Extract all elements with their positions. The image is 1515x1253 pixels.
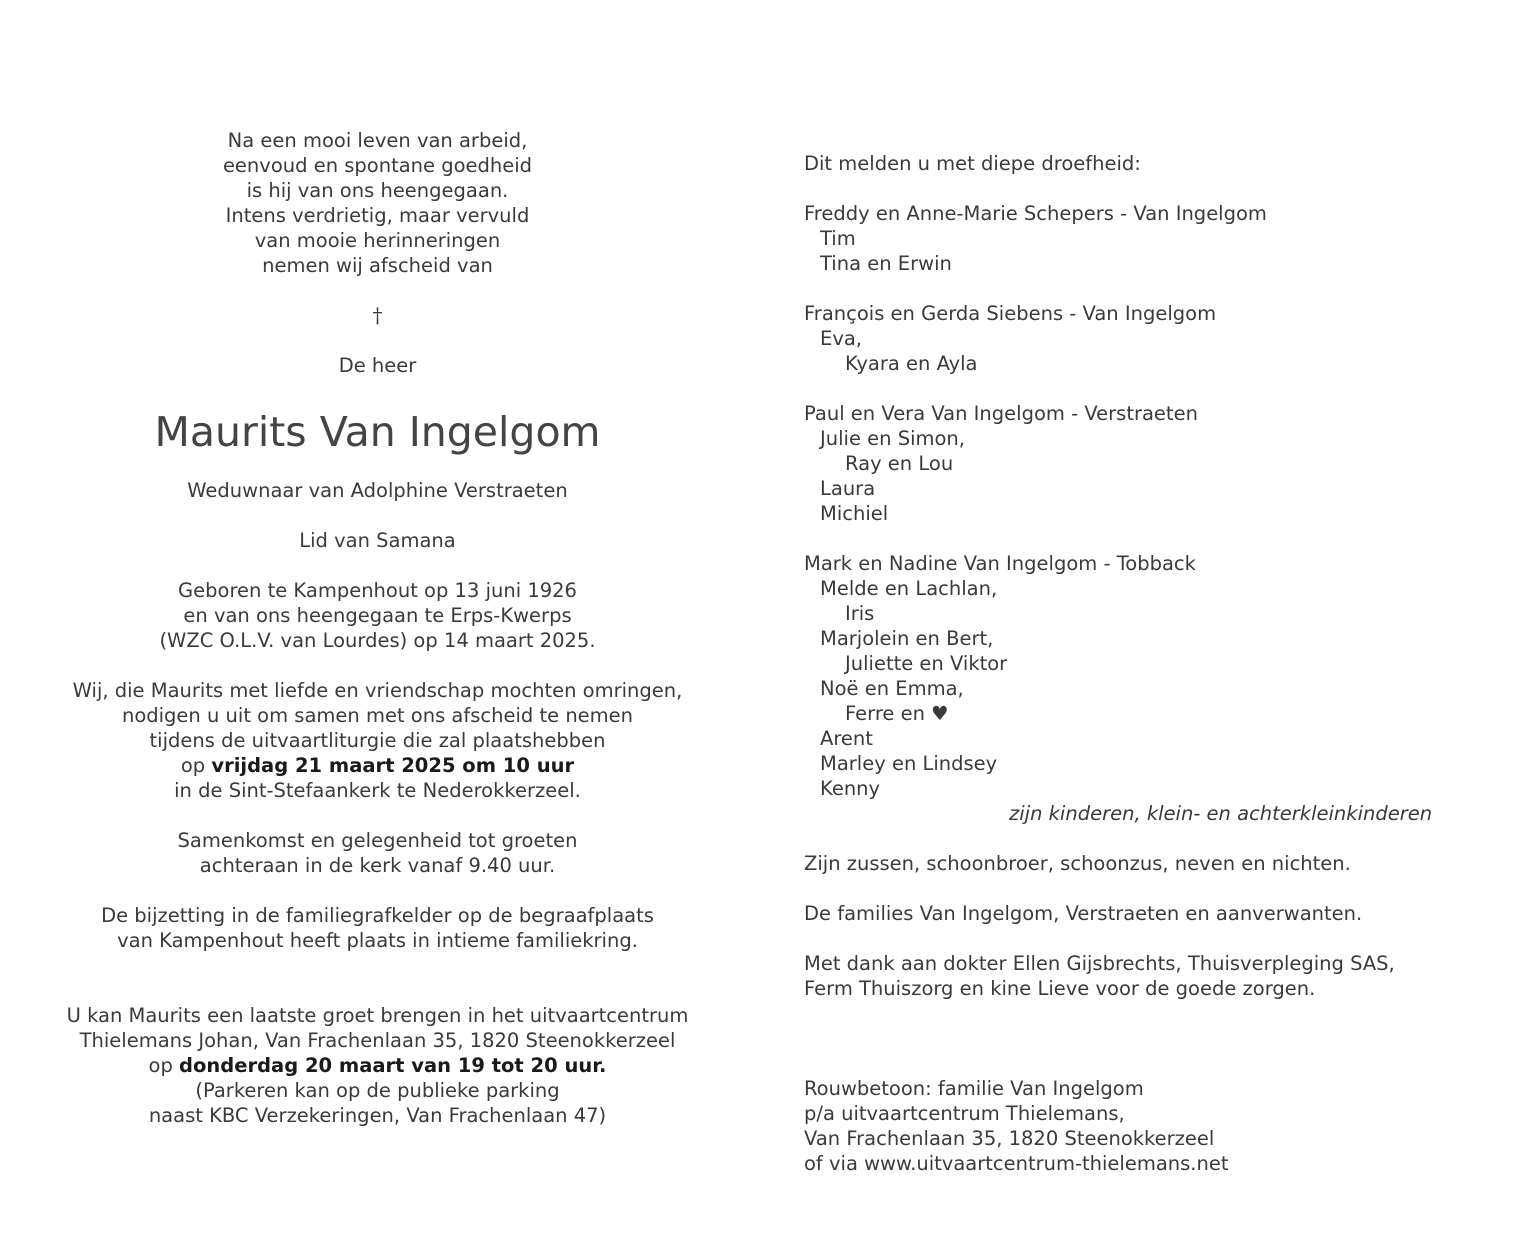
- family-member: Kenny: [820, 777, 881, 800]
- deceased-name: Maurits Van Ingelgom: [154, 408, 601, 456]
- condolence-line: p/a uitvaartcentrum Thielemans,: [804, 1102, 1125, 1125]
- parking-line: naast KBC Verzekeringen, Van Frachenlaan 47): [148, 1104, 607, 1127]
- birth-line: en van ons heengegaan te Erps-Kwerps: [183, 604, 572, 627]
- thanks-line: Met dank aan dokter Ellen Gijsbrechts, Thuisverpleging SAS,: [804, 952, 1395, 975]
- family-member: Iris: [845, 602, 875, 625]
- membership-line: Lid van Samana: [299, 529, 456, 552]
- visit-line: U kan Maurits een laatste groet brengen in het uitvaartcentrum: [66, 1004, 689, 1027]
- family-member: Kyara en Ayla: [845, 352, 978, 375]
- family-member: Marjolein en Bert,: [820, 627, 994, 650]
- families-line: De families Van Ingelgom, Verstraeten en aanverwanten.: [804, 902, 1363, 925]
- family-member: Tim: [820, 227, 856, 250]
- cross-icon: †: [372, 303, 383, 327]
- left-column: [50, 0, 705, 1253]
- condolence-line: Rouwbetoon: familie Van Ingelgom: [804, 1077, 1144, 1100]
- invitation-line: nodigen u uit om samen met ons afscheid te nemen: [121, 704, 634, 727]
- birth-line: Geboren te Kampenhout op 13 juni 1926: [178, 579, 577, 602]
- family-member: Marley en Lindsey: [820, 752, 998, 775]
- intro-line: nemen wij afscheid van: [262, 254, 493, 277]
- visit-date: donderdag 20 maart van 19 tot 20 uur.: [179, 1054, 607, 1077]
- visit-prefix: op: [148, 1054, 180, 1077]
- family-member: Michiel: [820, 502, 889, 525]
- family-member: Eva,: [820, 327, 863, 350]
- family-parents: Mark en Nadine Van Ingelgom - Tobback: [804, 552, 1196, 575]
- intro-line: Intens verdrietig, maar vervuld: [225, 204, 530, 227]
- family-member: Arent: [820, 727, 873, 750]
- family-member: Melde en Lachlan,: [820, 577, 998, 600]
- burial-line: van Kampenhout heeft plaats in intieme familiekring.: [117, 929, 638, 952]
- visit-line: Thielemans Johan, Van Frachenlaan 35, 1820 Steenokkerzeel: [79, 1029, 676, 1052]
- family-member: Julie en Simon,: [820, 427, 965, 450]
- siblings-line: Zijn zussen, schoonbroer, schoonzus, neven en nichten.: [804, 852, 1351, 875]
- invitation-line: Wij, die Maurits met liefde en vriendschap mochten omringen,: [72, 679, 683, 702]
- family-member: Juliette en Viktor: [845, 652, 1008, 675]
- honorific: De heer: [338, 354, 417, 377]
- family-parents: Freddy en Anne-Marie Schepers - Van Ingelgom: [804, 202, 1267, 225]
- thanks-line: Ferm Thuiszorg en kine Lieve voor de goede zorgen.: [804, 977, 1316, 1000]
- service-place: in de Sint-Stefaankerk te Nederokkerzeel.: [174, 779, 581, 802]
- right-column: [804, 0, 1494, 1253]
- family-member: Tina en Erwin: [820, 252, 952, 275]
- visit-date-line: [50, 1053, 705, 1078]
- service-prefix: op: [180, 754, 212, 777]
- parking-line: (Parkeren kan op de publieke parking: [195, 1079, 560, 1102]
- family-member: Laura: [820, 477, 876, 500]
- family-parents: Paul en Vera Van Ingelgom - Verstraeten: [804, 402, 1198, 425]
- family-member: Ray en Lou: [845, 452, 954, 475]
- family-member: Ferre en ♥: [845, 702, 949, 725]
- condolence-line: of via www.uitvaartcentrum-thielemans.net: [804, 1152, 1229, 1175]
- invitation-line: tijdens de uitvaartliturgie die zal plaatshebben: [149, 729, 606, 752]
- intro-line: Na een mooi leven van arbeid,: [227, 129, 528, 152]
- widower-line: Weduwnaar van Adolphine Verstraeten: [187, 479, 568, 502]
- burial-line: De bijzetting in de familiegrafkelder op de begraafplaats: [101, 904, 654, 927]
- intro-line: van mooie herinneringen: [254, 229, 501, 252]
- gathering-line: Samenkomst en gelegenheid tot groeten: [177, 829, 578, 852]
- condolence-line: Van Frachenlaan 35, 1820 Steenokkerzeel: [804, 1127, 1215, 1150]
- family-parents: François en Gerda Siebens - Van Ingelgom: [804, 302, 1217, 325]
- intro-line: eenvoud en spontane goedheid: [222, 154, 533, 177]
- announcement: Dit melden u met diepe droefheid:: [804, 152, 1141, 175]
- family-member: Noë en Emma,: [820, 677, 964, 700]
- gathering-line: achteraan in de kerk vanaf 9.40 uur.: [199, 854, 556, 877]
- intro-line: is hij van ons heengegaan.: [246, 179, 509, 202]
- closing-line: zijn kinderen, klein- en achterkleinkinderen: [1009, 802, 1433, 825]
- service-date: vrijdag 21 maart 2025 om 10 uur: [211, 754, 575, 777]
- service-date-line: [50, 753, 705, 778]
- birth-line: (WZC O.L.V. van Lourdes) op 14 maart 2025.: [159, 629, 596, 652]
